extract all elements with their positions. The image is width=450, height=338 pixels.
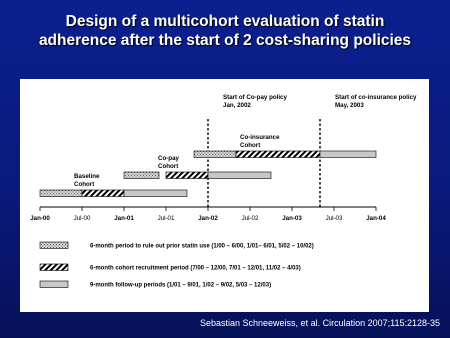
washout-period-bar <box>40 190 82 197</box>
axis-tick-label: Jul-02 <box>241 215 259 222</box>
citation: Sebastian Schneeweiss, et al. Circulation 2007;115:2128-35 <box>200 318 440 328</box>
slide-title-line-1: Design of a multicohort evaluation of statin <box>65 13 385 30</box>
cohort-label: Co-insurance <box>240 134 280 141</box>
washout-period-bar <box>124 172 159 179</box>
followup-period-bar <box>320 151 376 158</box>
policy-date: Jan, 2002 <box>223 102 251 109</box>
cohort-label: Cohort <box>158 163 179 170</box>
cohort-label: Cohort <box>74 181 95 188</box>
axis-tick-label: Jul-01 <box>157 215 175 222</box>
followup-period-bar <box>124 190 187 197</box>
washout-period-bar <box>194 151 236 158</box>
timeline-diagram <box>20 79 429 312</box>
axis-tick-label: Jan-00 <box>30 215 50 222</box>
legend-label: 6-month period to rule out prior statin use (1/00 – 6/00, 1/01– 6/01, 5/02 – 10/02) <box>90 243 314 250</box>
legend-swatch <box>40 281 68 288</box>
axis-tick-label: Jul-00 <box>73 215 91 222</box>
slide-title-line-2: adherence after the start of 2 cost-sharing policies <box>38 32 412 49</box>
legend-label: 9-month follow-up periods (1/01 – 9/01, 1/02 – 9/02, 5/03 – 12/03) <box>90 282 272 289</box>
axis-tick-label: Jan-02 <box>198 215 218 222</box>
axis-tick-label: Jan-01 <box>114 215 134 222</box>
policy-label: Start of co-insurance policy <box>335 94 417 101</box>
slide-title <box>0 12 450 50</box>
legend-swatch <box>40 242 68 249</box>
recruitment-period-bar <box>82 190 124 197</box>
legend-swatch <box>40 264 68 271</box>
recruitment-period-bar <box>236 151 320 158</box>
cohort-label: Baseline <box>74 173 100 180</box>
study-design-diagram <box>20 79 429 312</box>
axis-tick-label: Jan-04 <box>366 215 386 222</box>
axis-tick-label: Jul-03 <box>325 215 343 222</box>
axis-tick-label: Jan-03 <box>282 215 302 222</box>
policy-date: May, 2003 <box>335 102 364 109</box>
followup-period-bar <box>208 172 271 179</box>
cohort-label: Cohort <box>240 142 261 149</box>
legend-label: 6-month cohort recruitment period (7/00 – 12/00, 7/01 – 12/01, 11/02 – 4/03) <box>90 265 301 272</box>
policy-label: Start of Co-pay policy <box>223 94 287 101</box>
recruitment-period-bar <box>166 172 208 179</box>
cohort-label: Co-pay <box>158 155 179 162</box>
